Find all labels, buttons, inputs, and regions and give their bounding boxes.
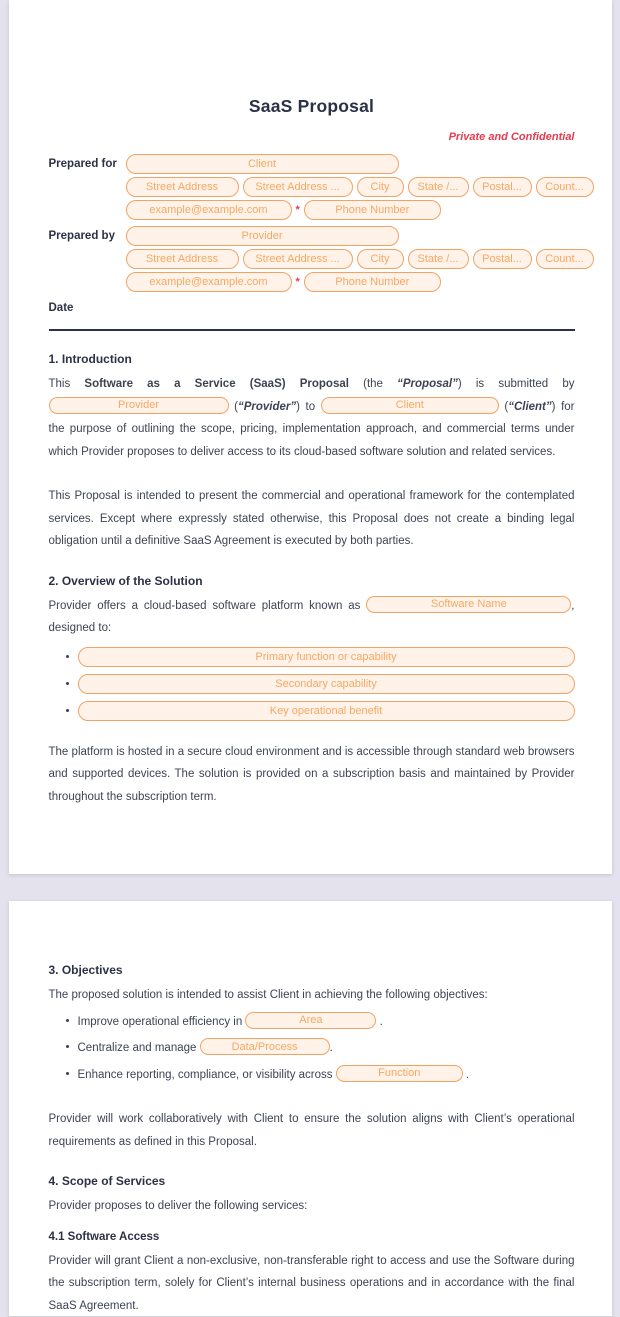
text-segment: , designed to: (49, 600, 575, 635)
bullet-dot-icon (66, 682, 69, 685)
objective-text: Centralize and manage (78, 1042, 200, 1054)
bullet-dot-icon (66, 1045, 69, 1048)
secondary-capability-field[interactable] (78, 674, 575, 694)
overview-bullet-list (49, 647, 575, 721)
section-heading-scope: 4. Scope of Services (49, 1174, 575, 1188)
provider-inline-field[interactable] (49, 397, 229, 414)
street-address-field[interactable] (126, 249, 239, 269)
document-page-1 (9, 0, 612, 874)
objective-text: . (330, 1042, 333, 1054)
confidential-note: Private and Confidential (49, 131, 575, 143)
bullet-dot-icon (66, 655, 69, 658)
objectives-lead: The proposed solution is intended to assist Client in achieving the following objectives: (49, 984, 575, 1007)
function-field[interactable] (336, 1065, 463, 1082)
overview-lead (49, 595, 575, 640)
street-address-2-field[interactable] (243, 249, 353, 269)
section-heading-introduction: 1. Introduction (49, 352, 575, 366)
date-label: Date (49, 298, 126, 314)
data-process-field[interactable] (200, 1038, 330, 1055)
scope-lead: Provider proposes to deliver the following services: (49, 1195, 575, 1218)
text-segment-bold-italic: “Proposal” (397, 378, 458, 390)
city-field[interactable] (357, 249, 404, 269)
street-address-field[interactable] (126, 177, 239, 197)
state-field[interactable] (408, 249, 469, 269)
list-item (66, 701, 575, 721)
section-heading-overview: 2. Overview of the Solution (49, 574, 575, 588)
key-benefit-field[interactable] (78, 701, 575, 721)
client-inline-field[interactable] (321, 397, 499, 414)
email-field[interactable] (126, 200, 292, 220)
subsection-heading-software-access: 4.1 Software Access (49, 1231, 575, 1243)
primary-function-field[interactable] (78, 647, 575, 667)
list-item (66, 1037, 575, 1060)
postal-code-field[interactable] (473, 249, 532, 269)
text-segment: Provider offers a cloud-based software platform known as (49, 600, 367, 612)
country-field[interactable] (536, 177, 594, 197)
document-page-2 (9, 901, 612, 1316)
country-field[interactable] (536, 249, 594, 269)
list-item (66, 647, 575, 667)
scope-paragraph: Provider will grant Client a non-exclusive, non-transferable right to access and use the Software during the subscription term, solely for Client’s internal business operations and in accordance with the final SaaS Agreement. (49, 1250, 575, 1317)
text-segment: This (49, 378, 85, 390)
provider-name-field[interactable] (126, 226, 399, 246)
prepared-by-label: Prepared by (49, 226, 126, 292)
street-address-2-field[interactable] (243, 177, 353, 197)
objective-text: Enhance reporting, compliance, or visibility across (78, 1069, 336, 1081)
bullet-dot-icon (66, 1072, 69, 1075)
state-field[interactable] (408, 177, 469, 197)
header-form (49, 154, 575, 314)
required-asterisk: * (296, 204, 300, 216)
required-asterisk: * (296, 276, 300, 288)
list-item (66, 1064, 575, 1087)
prepared-for-group (49, 154, 575, 220)
area-field[interactable] (245, 1012, 376, 1029)
email-field[interactable] (126, 272, 292, 292)
client-name-field[interactable] (126, 154, 399, 174)
objectives-paragraph: Provider will work collaboratively with Client to ensure the solution aligns with Client’s operational requirements as defined in this Proposal. (49, 1108, 575, 1153)
text-segment: ) to (296, 401, 321, 413)
postal-code-field[interactable] (473, 177, 532, 197)
city-field[interactable] (357, 177, 404, 197)
objective-text: . (463, 1069, 469, 1081)
phone-field[interactable] (304, 272, 441, 292)
text-segment: ) is submitted by (458, 378, 575, 390)
phone-field[interactable] (304, 200, 441, 220)
header-divider (49, 329, 575, 331)
objectives-bullet-list (49, 1011, 575, 1087)
text-segment-bold-italic: “Client” (508, 401, 551, 413)
list-item (66, 1011, 575, 1034)
section-heading-objectives: 3. Objectives (49, 963, 575, 977)
software-name-field[interactable] (366, 596, 571, 613)
intro-paragraph-1 (49, 373, 575, 463)
text-segment: ( (229, 401, 238, 413)
text-segment: ( (499, 401, 508, 413)
overview-paragraph: The platform is hosted in a secure cloud environment and is accessible through standard web browsers and supported devices. The solution is provided on a subscription basis and maintained by Provider throughout the subscription term. (49, 741, 575, 809)
prepared-by-group (49, 226, 575, 292)
prepared-for-label: Prepared for (49, 154, 126, 220)
text-segment: (the (349, 378, 397, 390)
text-segment-bold: Software as a Service (SaaS) Proposal (84, 378, 349, 390)
bullet-dot-icon (66, 1019, 69, 1022)
document-title: SaaS Proposal (49, 96, 575, 117)
intro-paragraph-2: This Proposal is intended to present the commercial and operational framework for the contemplated services. Except where expressly stated otherwise, this Proposal does not create a binding legal obligation until a definitive SaaS Agreement is executed by both parties. (49, 485, 575, 553)
objective-text: Improve operational efficiency in (78, 1016, 246, 1028)
text-segment-bold-italic: “Provider” (238, 401, 296, 413)
objective-text: . (376, 1016, 382, 1028)
list-item (66, 674, 575, 694)
text-segment: ) for the purpose of outlining the scope, pricing, implementation approach, and commercial terms under which Provider proposes to deliver access to its cloud-based software solution and related services. (49, 401, 575, 458)
bullet-dot-icon (66, 709, 69, 712)
